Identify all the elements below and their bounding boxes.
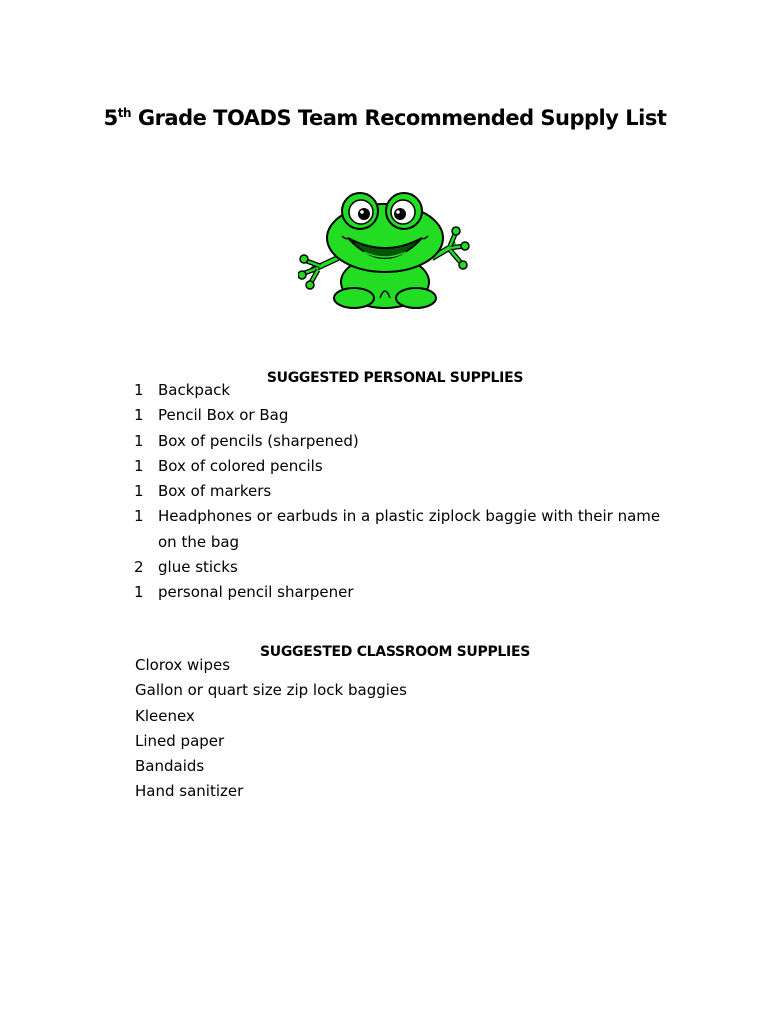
title-text: Grade TOADS Team Recommended Supply List <box>131 106 667 131</box>
list-item: Lined paper <box>135 731 225 750</box>
item-quantity: 1 <box>134 507 144 526</box>
title-grade-number: 5 <box>103 106 118 131</box>
item-text: Box of markers <box>158 482 272 501</box>
item-text: Backpack <box>158 381 231 399</box>
list-item <box>134 454 674 479</box>
item-quantity: 2 <box>134 558 144 577</box>
item-quantity: 1 <box>134 456 144 475</box>
item-text: Headphones or earbuds in a plastic ziplock baggie with their name on the bag <box>158 507 661 551</box>
list-item: Bandaids <box>135 757 205 776</box>
personal-supplies-list <box>134 378 674 606</box>
item-quantity: 1 <box>134 482 144 501</box>
title-superscript: th <box>117 106 132 121</box>
list-item <box>134 479 674 504</box>
list-item <box>134 403 674 428</box>
item-text: Box of colored pencils <box>158 456 323 475</box>
list-item <box>134 580 674 605</box>
list-item <box>134 504 674 555</box>
classroom-supplies-list <box>135 653 407 805</box>
classroom-supplies-heading: SUGGESTED CLASSROOM SUPPLIES <box>260 643 530 660</box>
item-quantity: 1 <box>134 583 144 602</box>
list-item: Kleenex <box>135 706 195 725</box>
personal-supplies-heading: SUGGESTED PERSONAL SUPPLIES <box>266 369 524 386</box>
list-item: Hand sanitizer <box>135 782 244 801</box>
item-text: glue sticks <box>158 558 238 577</box>
item-text: personal pencil sharpener <box>158 583 354 602</box>
item-text: Box of pencils (sharpened) <box>158 431 359 450</box>
list-item <box>134 429 674 454</box>
item-quantity: 1 <box>134 381 144 399</box>
page-title <box>0 106 770 130</box>
list-item <box>134 555 674 580</box>
item-quantity: 1 <box>134 406 144 425</box>
list-item <box>134 378 674 403</box>
item-quantity: 1 <box>134 431 144 450</box>
list-item: Gallon or quart size zip lock baggies <box>135 681 407 700</box>
frog-icon <box>298 186 472 310</box>
list-item: Clorox wipes <box>135 656 231 674</box>
item-text: Pencil Box or Bag <box>158 406 289 425</box>
